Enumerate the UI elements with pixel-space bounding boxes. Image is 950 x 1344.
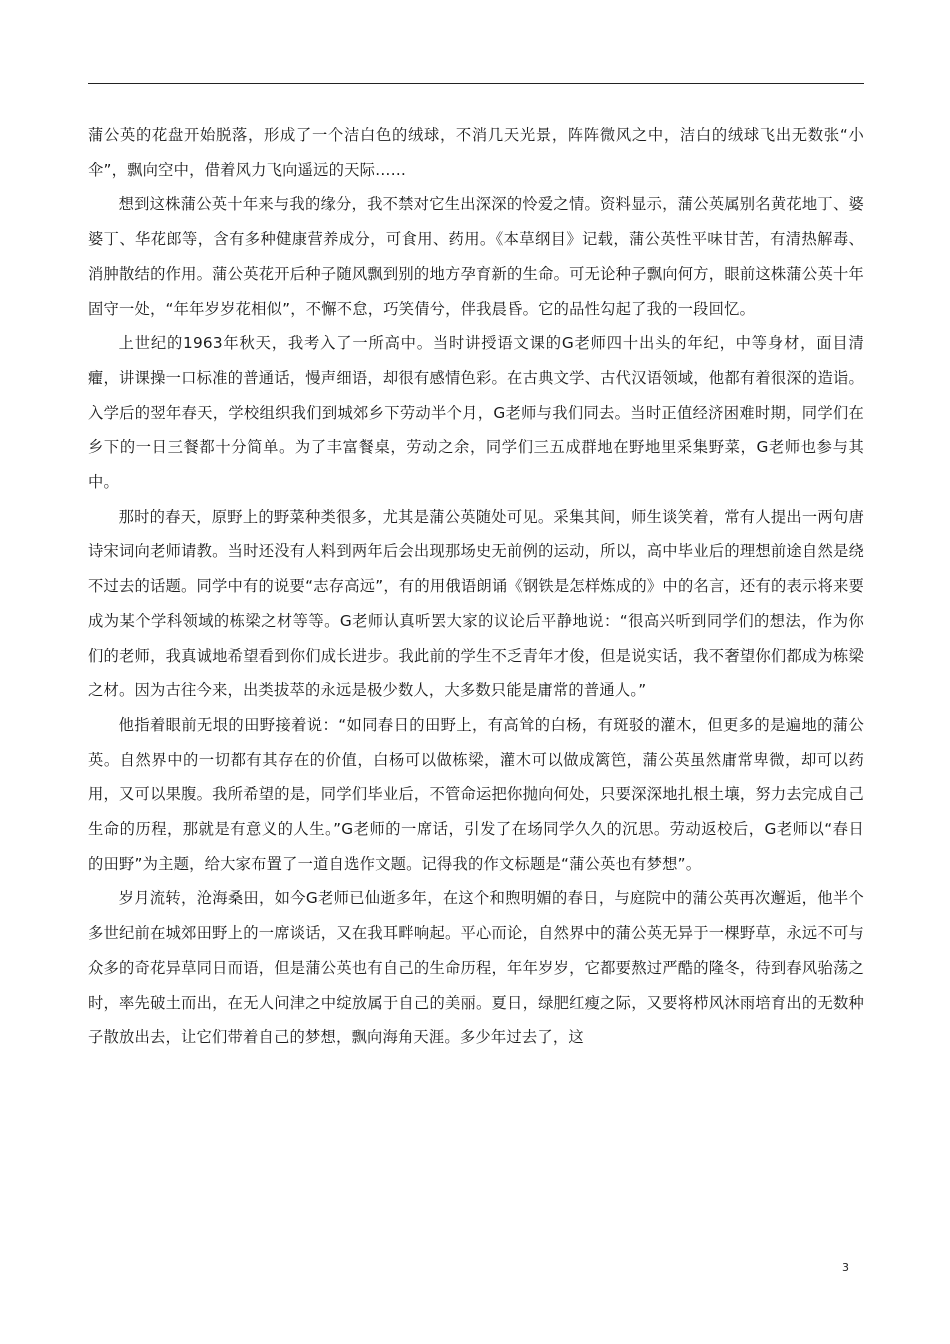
paragraph-3: 上世纪的1963年秋天，我考入了一所高中。当时讲授语文课的G老师四十出头的年纪，中等身材，面目清癯，讲课操一口标准的普通话，慢声细语，却很有感情色彩。在古典文学、古代汉语领域，他都有着很深的造诣。入学后的翌年春天，学校组织我们到城郊乡下劳动半个月，G老师与我们同去。当时正值经济困难时期，同学们在乡下的一日三餐都十分简单。为了丰富餐桌，劳动之余，同学们三五成群地在野地里采集野菜，G老师也参与其中。 [88, 334, 864, 492]
paragraph-6: 岁月流转，沧海桑田，如今G老师已仙逝多年，在这个和煦明媚的春日，与庭院中的蒲公英再次邂逅，他半个多世纪前在城郊田野上的一席谈话，又在我耳畔响起。平心而论，自然界中的蒲公英无异于一棵野草，永远不可与众多的奇花异草同日而语，但是蒲公英也有自己的生命历程，年年岁岁，它都要熬过严酷的隆冬，待到春风骀荡之时，率先破土而出，在无人问津之中绽放属于自己的美丽。夏日，绿肥红瘦之际，又要将栉风沐雨培育出的无数种子散放出去，让它们带着自己的梦想，飘向海角天涯。多少年过去了，这 [88, 889, 864, 1047]
paragraph-1: 蒲公英的花盘开始脱落，形成了一个洁白色的绒球，不消几天光景，阵阵微风之中，洁白的绒球飞出无数张“小伞”，飘向空中，借着风力飞向遥远的天际…… [88, 126, 864, 179]
paragraph-5: 他指着眼前无垠的田野接着说：“如同春日的田野上，有高耸的白杨，有斑驳的灌木，但更多的是遍地的蒲公英。自然界中的一切都有其存在的价值，白杨可以做栋梁，灌木可以做成篱笆，蒲公英虽然庸常卑微，却可以药用，又可以果腹。我所希望的是，同学们毕业后，不管命运把你抛向何处，只要深深地扎根土壤，努力去完成自己生命的历程，那就是有意义的人生。”G老师的一席话，引发了在场同学久久的沉思。劳动返校后，G老师以“春日的田野”为主题，给大家布置了一道自选作文题。记得我的作文标题是“蒲公英也有梦想”。 [88, 715, 864, 873]
header-rule [88, 83, 864, 84]
paragraph-2: 想到这株蒲公英十年来与我的缘分，我不禁对它生出深深的怜爱之情。资料显示，蒲公英属别名黄花地丁、婆婆丁、华花郎等，含有多种健康营养成分，可食用、药用。《本草纲目》记载，蒲公英性平味甘苦，有清热解毒、消肿散结的作用。蒲公英花开后种子随风飘到别的地方孕育新的生命。可无论种子飘向何方，眼前这株蒲公英十年固守一处，“年年岁岁花相似”，不懈不怠，巧笑倩兮，伴我晨昏。它的品性勾起了我的一段回忆。 [88, 195, 864, 318]
body-text [88, 118, 864, 1055]
paragraph-4: 那时的春天，原野上的野菜种类很多，尤其是蒲公英随处可见。采集其间，师生谈笑着，常有人提出一两句唐诗宋词向老师请教。当时还没有人料到两年后会出现那场史无前例的运动，所以，高中毕业后的理想前途自然是绕不过去的话题。同学中有的说要“志存高远”，有的用俄语朗诵《钢铁是怎样炼成的》中的名言，还有的表示将来要成为某个学科领域的栋梁之材等等。G老师认真听罢大家的议论后平静地说：“很高兴听到同学们的想法，作为你们的老师，我真诚地希望看到你们成长进步。我此前的学生不乏青年才俊，但是说实话，我不奢望你们都成为栋梁之材。因为古往今来，出类拔萃的永远是极少数人，大多数只能是庸常的普通人。” [88, 507, 864, 700]
page-number: 3 [842, 1261, 849, 1274]
